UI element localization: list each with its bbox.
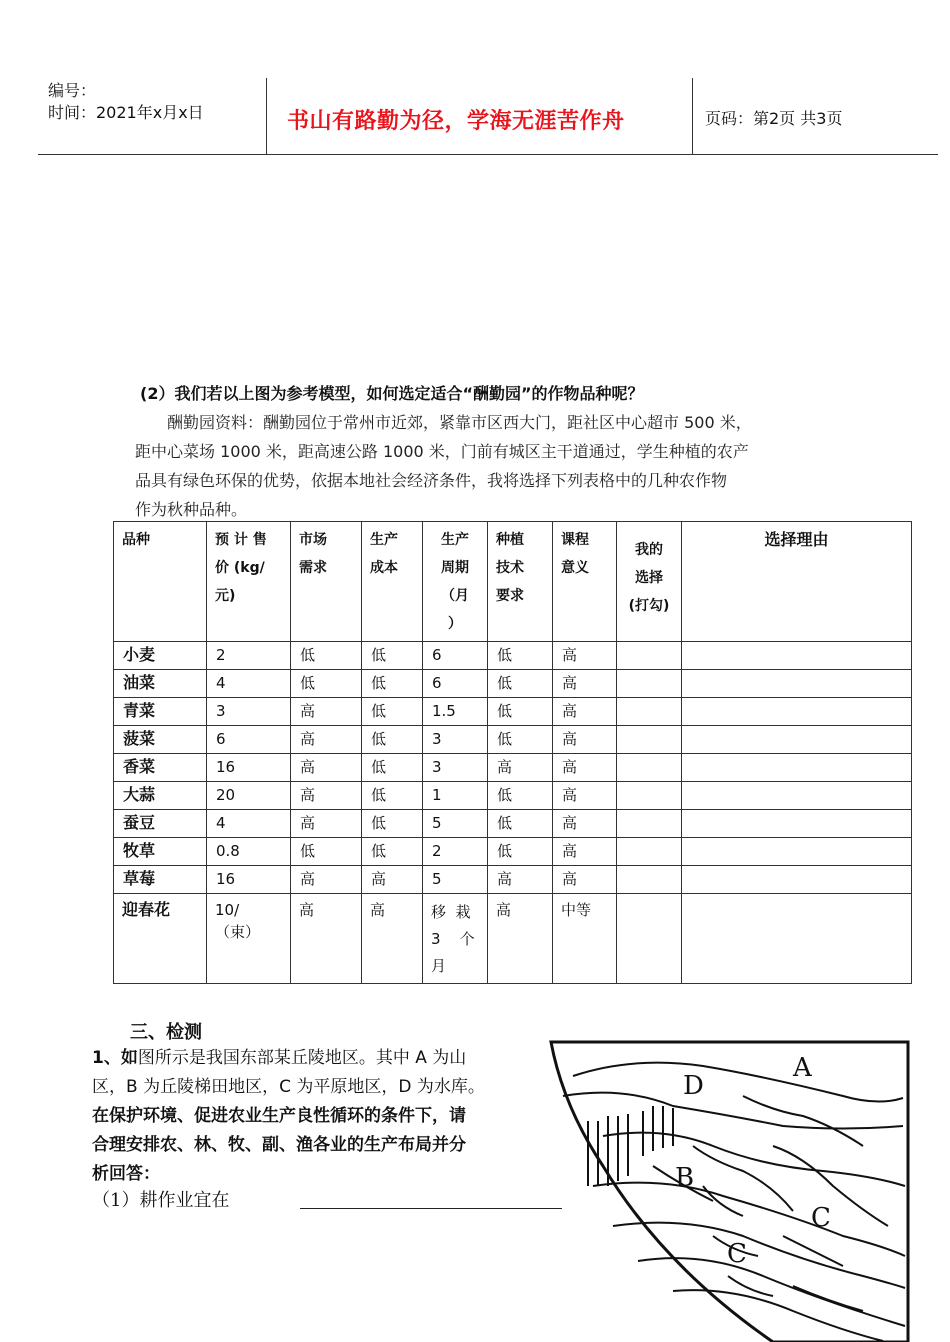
cell-market: 高 — [291, 866, 362, 894]
header-price-line: 预 计 售 — [215, 532, 267, 548]
header-price — [207, 522, 291, 642]
cell-cost: 低 — [362, 642, 423, 670]
cell-course: 高 — [553, 866, 617, 894]
cell-price — [207, 894, 291, 984]
cell-reason[interactable] — [682, 866, 912, 894]
cell-tech: 高 — [488, 894, 553, 984]
q1-line1: 图所示是我国东部某丘陵地区。其中 A 为山 — [137, 1048, 467, 1068]
cell-price: 6 — [207, 726, 291, 754]
section-3-title: 三、检测 — [130, 1022, 202, 1043]
cell-price: 0.8 — [207, 838, 291, 866]
cell-variety: 蚕豆 — [114, 810, 207, 838]
header-motto: 书山有路勤为径，学海无涯苦作舟 — [287, 108, 625, 134]
cell-choice[interactable] — [617, 642, 682, 670]
header-tech — [488, 522, 553, 642]
header-cost-line: 成本 — [370, 560, 398, 576]
header-choice-line: (打勾) — [628, 598, 670, 614]
paragraph-line: 酬勤园资料：酬勤园位于常州市近郊，紧靠市区西大门，距社区中心超市 500 米， — [167, 413, 752, 432]
answer-blank[interactable] — [300, 1208, 562, 1209]
cell-market: 低 — [291, 642, 362, 670]
cell-market: 高 — [291, 754, 362, 782]
header-cost-line: 生产 — [370, 532, 398, 548]
table-row — [114, 894, 912, 984]
cell-variety: 青菜 — [114, 698, 207, 726]
cell-cycle: 1 — [423, 782, 488, 810]
header-divider — [266, 78, 267, 154]
cell-course: 高 — [553, 754, 617, 782]
cell-course: 高 — [553, 726, 617, 754]
cell-choice[interactable] — [617, 782, 682, 810]
table-row — [114, 810, 912, 838]
cell-reason[interactable] — [682, 894, 912, 984]
cell-market: 低 — [291, 838, 362, 866]
question-1-text — [92, 1044, 552, 1189]
label-d: D — [683, 1071, 704, 1101]
cell-tech: 低 — [488, 726, 553, 754]
cell-market: 高 — [291, 810, 362, 838]
cell-tech: 低 — [488, 838, 553, 866]
cell-tech: 高 — [488, 866, 553, 894]
label-b: B — [675, 1163, 695, 1193]
question-2-title: (2）我们若以上图为参考模型，如何选定适合“酬勤园”的作物品种呢？ — [140, 384, 644, 403]
cell-cycle: 2 — [423, 838, 488, 866]
cell-price: 16 — [207, 754, 291, 782]
label-a: A — [793, 1053, 812, 1083]
cell-tech: 低 — [488, 810, 553, 838]
cell-cycle: 6 — [423, 670, 488, 698]
cell-choice[interactable] — [617, 866, 682, 894]
cell-variety: 大蒜 — [114, 782, 207, 810]
time-label: 时间：2021年x月x日 — [48, 103, 204, 122]
question-2-paragraph — [135, 408, 855, 524]
header-price-line: 元) — [215, 588, 236, 604]
header-cycle-line: ） — [448, 616, 462, 632]
header-market-line: 需求 — [299, 560, 327, 576]
cell-course: 高 — [553, 670, 617, 698]
header-price-line: 价 (kg/ — [215, 560, 265, 576]
table-row — [114, 670, 912, 698]
cell-tech: 低 — [488, 782, 553, 810]
paragraph-line: 作为秋种品种。 — [135, 500, 248, 519]
header-course-line: 课程 — [561, 532, 589, 548]
cell-cycle: 5 — [423, 810, 488, 838]
cell-price: 2 — [207, 642, 291, 670]
cell-course: 高 — [553, 642, 617, 670]
cell-variety: 牧草 — [114, 838, 207, 866]
cell-reason[interactable] — [682, 726, 912, 754]
hill-terrain-figure — [543, 1036, 913, 1342]
sub-question-1: （1）耕作业宜在 — [92, 1190, 230, 1211]
cell-market: 高 — [291, 782, 362, 810]
cell-course: 高 — [553, 810, 617, 838]
header-reason: 选择理由 — [682, 522, 912, 642]
cell-market: 高 — [291, 698, 362, 726]
cell-cost: 高 — [362, 866, 423, 894]
cell-price-line: （束） — [215, 923, 261, 941]
cell-cost: 低 — [362, 670, 423, 698]
cell-course: 高 — [553, 838, 617, 866]
header-rule — [38, 154, 938, 155]
header-tech-line: 技术 — [496, 560, 524, 576]
header-market — [291, 522, 362, 642]
cell-market: 低 — [291, 670, 362, 698]
header-course-line: 意义 — [561, 560, 589, 576]
cell-cycle: 6 — [423, 642, 488, 670]
number-label: 编号： — [48, 81, 97, 100]
cell-variety: 菠菜 — [114, 726, 207, 754]
table-row — [114, 782, 912, 810]
table-row — [114, 754, 912, 782]
cell-reason[interactable] — [682, 810, 912, 838]
q1-bold-line: 析回答： — [92, 1164, 160, 1184]
table-row — [114, 866, 912, 894]
table-row — [114, 726, 912, 754]
cell-choice[interactable] — [617, 670, 682, 698]
table-body — [114, 642, 912, 894]
paragraph-line: 距中心菜场 1000 米，距高速公路 1000 米，门前有城区主干道通过，学生种植的农产 — [135, 442, 749, 461]
cell-cycle: 3 — [423, 754, 488, 782]
cell-cost: 低 — [362, 810, 423, 838]
cell-reason[interactable] — [682, 642, 912, 670]
header-cycle-line: 周期 — [441, 560, 469, 576]
q1-bold-line: 在保护环境、促进农业生产良性循环的条件下，请 — [92, 1106, 466, 1126]
header-choice-line: 选择 — [635, 570, 663, 586]
cell-cost: 高 — [362, 894, 423, 984]
cell-cost: 低 — [362, 838, 423, 866]
cell-tech: 低 — [488, 698, 553, 726]
cell-cycle-line: 移 栽 — [431, 903, 471, 921]
cell-course: 高 — [553, 698, 617, 726]
q1-line — [92, 1044, 552, 1073]
cell-choice[interactable] — [617, 698, 682, 726]
cell-reason[interactable] — [682, 782, 912, 810]
cell-cost: 低 — [362, 782, 423, 810]
cell-variety: 迎春花 — [114, 894, 207, 984]
cell-variety: 草莓 — [114, 866, 207, 894]
cell-reason[interactable] — [682, 754, 912, 782]
cell-market: 高 — [291, 726, 362, 754]
table-header-row — [114, 522, 912, 642]
header-market-line: 市场 — [299, 532, 327, 548]
q1-bold-line: 合理安排农、林、牧、副、渔各业的生产布局并分 — [92, 1135, 466, 1155]
cell-tech: 低 — [488, 670, 553, 698]
header-cost — [362, 522, 423, 642]
cell-price: 16 — [207, 866, 291, 894]
cell-choice[interactable] — [617, 894, 682, 984]
cell-choice[interactable] — [617, 754, 682, 782]
cell-choice[interactable] — [617, 726, 682, 754]
cell-cost: 低 — [362, 754, 423, 782]
q1-line2: 区，B 为丘陵梯田地区，C 为平原地区，D 为水库。 — [92, 1077, 485, 1097]
header-course — [553, 522, 617, 642]
cell-price: 4 — [207, 670, 291, 698]
cell-cost: 低 — [362, 726, 423, 754]
header-cycle-line: （月 — [441, 588, 469, 604]
table-row — [114, 838, 912, 866]
header-tech-line: 要求 — [496, 588, 524, 604]
cell-tech: 低 — [488, 642, 553, 670]
cell-cycle: 1.5 — [423, 698, 488, 726]
cell-cycle: 5 — [423, 866, 488, 894]
cell-cycle — [423, 894, 488, 984]
header-cycle — [423, 522, 488, 642]
label-c-right: C — [811, 1203, 831, 1233]
cell-price-line: 10/ — [215, 901, 240, 919]
cell-price: 20 — [207, 782, 291, 810]
table-row — [114, 642, 912, 670]
paragraph-line: 品具有绿色环保的优势，依据本地社会经济条件，我将选择下列表格中的几种农作物 — [135, 471, 728, 490]
cell-course: 高 — [553, 782, 617, 810]
cell-cycle-line: 3 个 — [431, 930, 475, 948]
cell-variety: 油菜 — [114, 670, 207, 698]
cell-course: 中等 — [553, 894, 617, 984]
header-variety: 品种 — [114, 522, 207, 642]
cell-cost: 低 — [362, 698, 423, 726]
header-choice — [617, 522, 682, 642]
table-row — [114, 698, 912, 726]
cell-price: 3 — [207, 698, 291, 726]
header-tech-line: 种植 — [496, 532, 524, 548]
cell-choice[interactable] — [617, 838, 682, 866]
crop-table — [113, 521, 912, 984]
cell-reason[interactable] — [682, 838, 912, 866]
cell-market: 高 — [291, 894, 362, 984]
label-c-left: C — [727, 1239, 747, 1269]
cell-reason[interactable] — [682, 698, 912, 726]
cell-cycle-line: 月 — [431, 957, 447, 975]
q1-prefix: 1、如 — [92, 1048, 138, 1068]
cell-reason[interactable] — [682, 670, 912, 698]
page-info: 页码：第2页 共3页 — [705, 109, 843, 128]
cell-tech: 高 — [488, 754, 553, 782]
header-choice-line: 我的 — [635, 542, 663, 558]
cell-choice[interactable] — [617, 810, 682, 838]
cell-cycle: 3 — [423, 726, 488, 754]
cell-variety: 香菜 — [114, 754, 207, 782]
header-cycle-line: 生产 — [441, 532, 469, 548]
header-divider — [692, 78, 693, 154]
cell-variety: 小麦 — [114, 642, 207, 670]
cell-price: 4 — [207, 810, 291, 838]
